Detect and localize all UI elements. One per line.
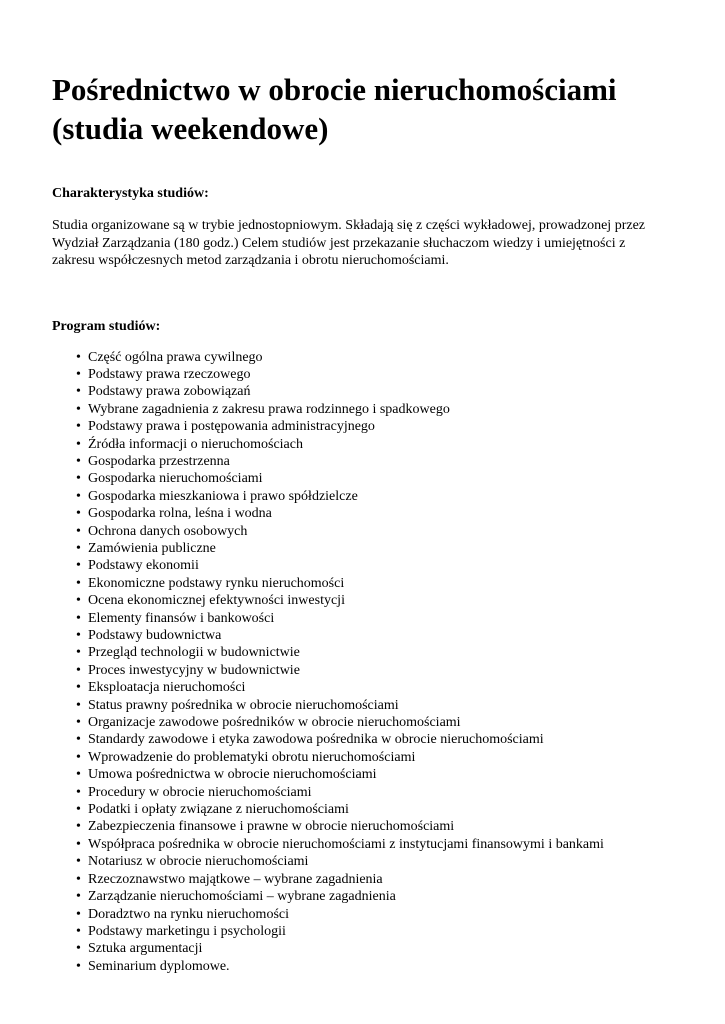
bullet-icon: • [76,767,81,783]
bullet-icon: • [76,453,81,469]
characteristics-heading: Charakterystyka studiów: [52,186,209,201]
bullet-icon: • [76,889,81,905]
program-item-label: Podstawy budownictwa [88,628,222,643]
program-item-label: Źródła informacji o nieruchomościach [88,436,303,452]
bullet-icon: • [76,749,81,765]
bullet-icon: • [76,923,81,939]
program-item-label: Przegląd technologii w budownictwie [88,645,300,661]
program-item-label: Sztuka argumentacji [88,941,203,957]
program-item-label: Ochrona danych osobowych [88,523,248,539]
program-item-label: Gospodarka przestrzenna [88,453,230,469]
program-list-item [76,592,682,609]
program-list-item [76,366,682,383]
program-item-label: Proces inwestycyjny w budownictwie [88,662,300,678]
bullet-icon: • [76,784,81,800]
program-list-item [76,958,682,975]
bullet-icon: • [76,575,81,591]
program-item-label: Podstawy prawa rzeczowego [88,366,251,382]
bullet-icon: • [76,958,81,974]
bullet-icon: • [76,401,81,417]
program-item-label: Wybrane zagadnienia z zakresu prawa rodzinnego i spadkowego [88,401,450,417]
bullet-icon: • [76,349,81,365]
program-item-label: Ekonomiczne podstawy rynku nieruchomości [88,575,345,591]
program-list-item [76,871,682,888]
program-item-label: Doradztwo na rynku nieruchomości [88,906,289,922]
program-item-label: Umowa pośrednictwa w obrocie nieruchomościami [88,767,377,783]
program-item-label: Zarządzanie nieruchomościami – wybrane zagadnienia [88,889,396,905]
characteristics-text: Studia organizowane są w trybie jednostopniowym. Składają się z części wykładowej, prowadzonej przez Wydział Zarządzania (180 godz.) Celem studiów jest przekazanie słuchaczom wiedzy i umiejętności z zakresu współczesnych metod zarządzania i obrotu nieruchomościami. [52,218,646,268]
program-item-label: Podstawy prawa i postępowania administracyjnego [88,419,375,435]
program-item-label: Notariusz w obrocie nieruchomościami [88,854,309,870]
bullet-icon: • [76,628,81,643]
program-list-item [76,906,682,923]
program-list-item [76,453,682,470]
program-item-label: Zabezpieczenia finansowe i prawne w obrocie nieruchomościami [88,819,455,835]
program-list-item [76,731,682,748]
bullet-icon: • [76,941,81,957]
program-item-label: Status prawny pośrednika w obrocie nieruchomościami [88,697,399,713]
program-item-label: Eksploatacja nieruchomości [88,680,246,696]
bullet-icon: • [76,715,81,731]
program-list-item [76,523,682,540]
bullet-icon: • [76,645,81,661]
program-list-item [76,349,682,366]
program-list-item [76,401,682,418]
bullet-icon: • [76,680,81,696]
program-list [52,349,682,976]
bullet-icon: • [76,593,81,609]
bullet-icon: • [76,697,81,713]
program-list-item [76,627,682,644]
program-list-item [76,436,682,453]
page-title: Pośrednictwo w obrocie nieruchomościami (studia weekendowe) [52,72,617,146]
program-item-label: Podstawy marketingu i psychologii [88,923,286,939]
program-item-label: Część ogólna prawa cywilnego [88,349,263,365]
bullet-icon: • [76,662,81,678]
program-list-item [76,488,682,505]
bullet-icon: • [76,871,81,887]
program-list-item [76,470,682,487]
program-list-item [76,557,682,574]
program-list-item [76,766,682,783]
program-item-label: Procedury w obrocie nieruchomościami [88,784,312,800]
program-item-label: Standardy zawodowe i etyka zawodowa pośrednika w obrocie nieruchomościami [88,732,544,748]
program-list-item [76,662,682,679]
bullet-icon: • [76,506,81,522]
bullet-icon: • [76,366,81,382]
program-item-label: Gospodarka nieruchomościami [88,471,263,487]
bullet-icon: • [76,540,81,556]
program-item-label: Gospodarka rolna, leśna i wodna [88,506,272,522]
bullet-icon: • [76,732,81,748]
program-list-item [76,749,682,766]
program-list-item [76,714,682,731]
program-list-item [76,801,682,818]
program-list-item [76,784,682,801]
program-list-item [76,853,682,870]
program-item-label: Seminarium dyplomowe. [88,958,230,974]
program-list-item [76,575,682,592]
document-page [52,70,682,975]
program-item-label: Zamówienia publiczne [88,540,216,556]
program-list-item [76,697,682,714]
bullet-icon: • [76,384,81,400]
bullet-icon: • [76,558,81,574]
program-list-item [76,505,682,522]
program-list-item [76,679,682,696]
program-list-item [76,818,682,835]
program-item-label: Gospodarka mieszkaniowa i prawo spółdzielcze [88,488,358,504]
program-list-item [76,888,682,905]
program-item-label: Podatki i opłaty związane z nieruchomościami [88,802,349,818]
bullet-icon: • [76,906,81,922]
program-list-item [76,940,682,957]
program-item-label: Wprowadzenie do problematyki obrotu nieruchomościami [88,749,416,765]
bullet-icon: • [76,819,81,835]
program-item-label: Podstawy ekonomii [88,558,199,574]
bullet-icon: • [76,854,81,870]
program-item-label: Organizacje zawodowe pośredników w obrocie nieruchomościami [88,715,461,731]
program-list-item [76,540,682,557]
program-list-item [76,383,682,400]
bullet-icon: • [76,836,81,852]
program-list-item [76,836,682,853]
program-item-label: Podstawy prawa zobowiązań [88,384,251,400]
program-list-item [76,644,682,661]
bullet-icon: • [76,488,81,504]
bullet-icon: • [76,436,81,452]
program-item-label: Rzeczoznawstwo majątkowe – wybrane zagadnienia [88,871,383,887]
program-item-label: Elementy finansów i bankowości [88,610,275,626]
bullet-icon: • [76,419,81,435]
program-list-item [76,418,682,435]
bullet-icon: • [76,523,81,539]
program-list-item [76,610,682,627]
bullet-icon: • [76,471,81,487]
program-list-item [76,923,682,940]
program-item-label: Współpraca pośrednika w obrocie nieruchomościami z instytucjami finansowymi i bankami [88,836,604,852]
bullet-icon: • [76,802,81,818]
program-heading: Program studiów: [52,318,161,334]
program-item-label: Ocena ekonomicznej efektywności inwestycji [88,593,345,609]
bullet-icon: • [76,610,81,626]
